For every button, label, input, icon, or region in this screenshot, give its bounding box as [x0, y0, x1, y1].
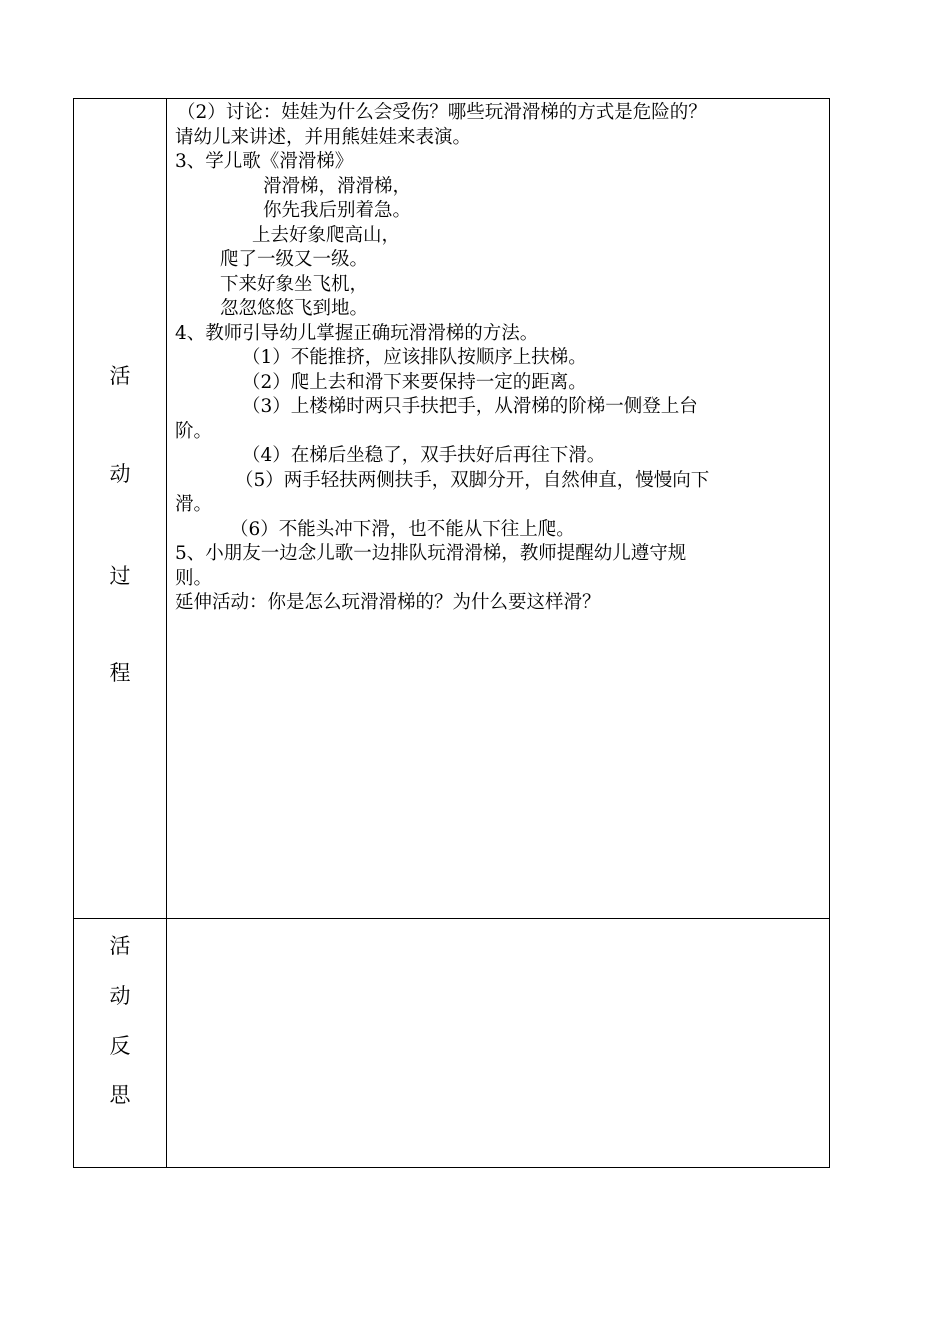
content-line: （6）不能头冲下滑，也不能从下往上爬。 [230, 518, 575, 540]
content-line: 5、小朋友一边念儿歌一边排队玩滑滑梯，教师提醒幼儿遵守规 [175, 543, 687, 564]
content-line: （3）上楼梯时两只手扶把手，从滑梯的阶梯一侧登上台 [242, 396, 698, 417]
content-line: （4）在梯后坐稳了，双手扶好后再往下滑。 [242, 445, 606, 466]
row-divider [74, 918, 829, 919]
content-line: 3、学儿歌《滑滑梯》 [175, 151, 354, 172]
content-line: 爬了一级又一级。 [220, 249, 369, 270]
process-label-char-4: 程 [109, 661, 131, 685]
content-line: （2）爬上去和滑下来要保持一定的距离。 [242, 371, 587, 393]
content-line: 4、教师引导幼儿掌握正确玩滑滑梯的方法。 [175, 322, 539, 344]
content-line: 请幼儿来讲述，并用熊娃娃来表演。 [175, 126, 472, 148]
content-line: （5）两手轻扶两侧扶手，双脚分开，自然伸直，慢慢向下 [235, 469, 710, 491]
content-line: 下来好象坐飞机， [220, 273, 369, 295]
content-line: 忽忽悠悠飞到地。 [220, 298, 369, 319]
content-line: 则。 [175, 567, 213, 589]
process-label-char-1: 活 [109, 364, 131, 388]
reflection-label-char-2: 动 [109, 984, 131, 1008]
reflection-label-char-4: 思 [109, 1083, 131, 1107]
content-line: （2）讨论：娃娃为什么会受伤？哪些玩滑滑梯的方式是危险的？ [177, 102, 707, 123]
column-divider [166, 99, 167, 1167]
process-content [175, 101, 825, 616]
process-label-char-3: 过 [109, 564, 131, 588]
content-line: 延伸活动：你是怎么玩滑滑梯的？为什么要这样滑？ [175, 592, 601, 613]
process-label-char-2: 动 [109, 462, 131, 486]
content-line: 滑。 [175, 494, 213, 515]
content-line: 上去好象爬高山， [252, 224, 401, 246]
reflection-label-char-3: 反 [109, 1034, 131, 1058]
content-line: 你先我后别着急。 [263, 200, 412, 221]
content-line: （1）不能推挤，应该排队按顺序上扶梯。 [242, 347, 587, 368]
content-line: 滑滑梯，滑滑梯， [263, 175, 412, 197]
reflection-label-char-1: 活 [109, 934, 131, 958]
content-line: 阶。 [175, 420, 213, 442]
lesson-table [73, 98, 830, 1168]
